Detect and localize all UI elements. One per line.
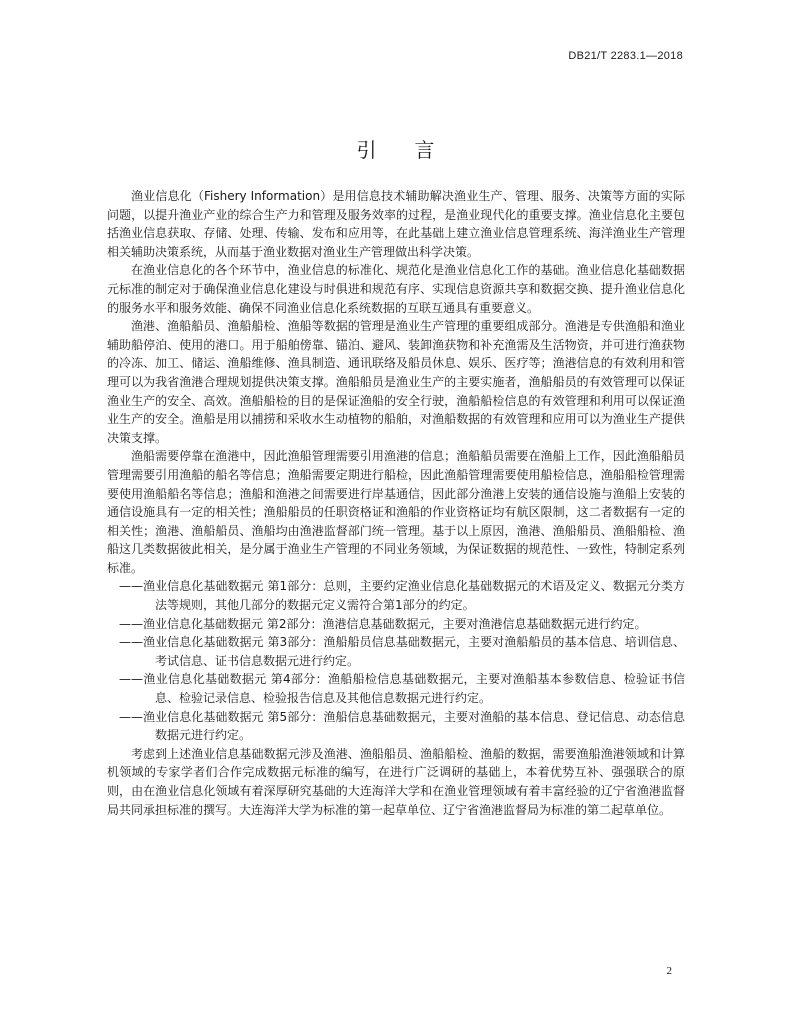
part-list-item: ——渔业信息化基础数据元 第4部分：渔船船检信息基础数据元，主要对渔船基本参数信息、检验证书信息、检验记录信息、检验报告信息及其他信息数据元进行约定。 (119, 672, 686, 706)
document-body (107, 187, 685, 819)
part-list-item: ——渔业信息化基础数据元 第3部分：渔船船员信息基础数据元，主要对渔船船员的基本信息、培训信息、考试信息、证书信息数据元进行约定。 (119, 635, 685, 668)
part-list-item: ——渔业信息化基础数据元 第5部分：渔船信息基础数据元，主要对渔船的基本信息、登记信息、动态信息数据元进行约定。 (119, 709, 685, 743)
part-list-item: ——渔业信息化基础数据元 第1部分：总则，主要约定渔业信息化基础数据元的术语及定义、数据元分类方法等规则，其他几部分的数据元定义需符合第1部分的约定。 (119, 579, 685, 613)
paragraph: 渔港、渔船船员、渔船船检、渔船等数据的管理是渔业生产管理的重要组成部分。渔港是专供渔船和渔业辅助船停泊、使用的港口。用于船舶傍靠、锚泊、避风、装卸渔获物和补充渔需及生活物资，并可进行渔获物的冷冻、加工、储运、渔船维修、渔具制造、通讯联络及船员休息、娱乐、医疗等；渔港信息的有效利用和管理可以为我省渔港合理规划提供决策支撑。渔船船员是渔业生产的主要实施者，渔船船员的有效管理可以保证渔业生产的安全、高效。渔船船检的目的是保证渔船的安全行驶，渔船船检信息的有效管理和利用可以保证渔业生产的安全。渔船是用以捕捞和采收水生动植物的船舶，对渔船数据的有效管理和应用可以为渔业生产提供决策支撑。 (107, 319, 685, 445)
page-number: 2 (666, 965, 672, 977)
standard-code: DB21/T 2283.1—2018 (568, 50, 683, 62)
paragraph: 渔船需要停靠在渔港中，因此渔船管理需要引用渔港的信息；渔船船员需要在渔船上工作，因此渔船船员管理需要引用渔船的船名等信息；渔船需要定期进行船检，因此渔船管理需要使用船检信息，渔船船检管理需要使用渔船船名等信息；渔船和渔港之间需要进行岸基通信，因此部分渔港上安装的通信设施与渔船上安装的通信设施具有一定的相关性；渔船船员的任职资格证和渔船的作业资格证均有航区限制，这二者数据有一定的相关性；渔港、渔船船员、渔船均由渔港监督部门统一管理。基于以上原因，渔港、渔船船员、渔船船检、渔船这几类数据彼此相关，是分属于渔业生产管理的不同业务领域，为保证数据的规范性、一致性，特制定系列标准。 (107, 449, 685, 575)
paragraph: 渔业信息化（Fishery Information）是用信息技术辅助解决渔业生产、管理、服务、决策等方面的实际问题，以提升渔业产业的综合生产力和管理及服务效率的过程，是渔业现代化的重要支撑。渔业信息化主要包括渔业信息获取、存储、处理、传输、发布和应用等，在此基础上建立渔业信息管理系统、海洋渔业生产管理相关辅助决策系统，从而基于渔业数据对渔业生产管理做出科学决策。 (107, 189, 685, 259)
paragraph: 考虑到上述渔业信息基础数据元涉及渔港、渔船船员、渔船船检、渔船的数据，需要渔船渔港领域和计算机领域的专家学者们合作完成数据元标准的编写，在进行广泛调研的基础上，本着优势互补、强强联合的原则，由在渔业信息化领域有着深厚研究基础的大连海洋大学和在渔业管理领域有着丰富经验的辽宁省渔港监督局共同承担标准的撰写。大连海洋大学为标准的第一起草单位、辽宁省渔港监督局为标准的第二起草单位。 (107, 746, 685, 817)
paragraph: 在渔业信息化的各个环节中，渔业信息的标准化、规范化是渔业信息化工作的基础。渔业信息化基础数据元标准的制定对于确保渔业信息化建设与时俱进和规范有序、实现信息资源共享和数据交换、提升渔业信息化的服务水平和服务效能、确保不同渔业信息化系统数据的互联互通具有重要意义。 (107, 263, 685, 315)
page-title: 引言 (356, 138, 473, 162)
part-list-item: ——渔业信息化基础数据元 第2部分：渔港信息基础数据元，主要对渔港信息基础数据元进行约定。 (119, 616, 647, 631)
